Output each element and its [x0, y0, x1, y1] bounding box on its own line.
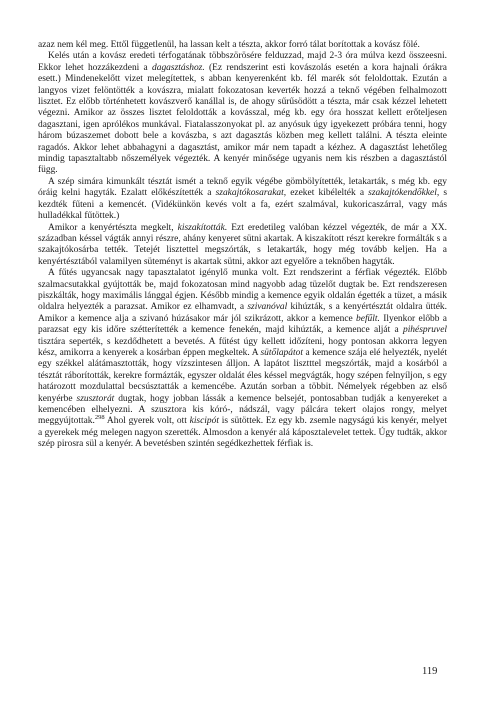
- paragraph: [38, 223, 447, 269]
- text-run: dugtak, hogy jobban lássák a kemence belsejét, pontosabban tudják a kenyereket a kemencében elhelyezni. A szusztora kis kóró-, nádszál, vagy pálcára tekert olajos rongy, melyet meggyújtottak.: [38, 393, 447, 427]
- text-run: Amikor a kenyértészta megkelt,: [48, 222, 178, 233]
- text-run: A szép simára kimunkált tésztát ismét a teknő egyik végébe gömbölyítették, letakarták, s még kb. egy óráig kelni hagyták. Ezalatt előkészítették a: [38, 176, 447, 199]
- text-run: is sütöttek. Ez egy kb. zsemle nagyságú kis kenyér, melyet a gyerekek még melegen nagyon szerették. Almosdon a kenyér alá káposztalevelet tettek. Úgy tudták, akkor szép pirosra sül a kenyér. A bevetésben szintén segédkezhettek férfiak is.: [38, 416, 447, 450]
- text-run: tisztára seperték, s kezdődhetett a bevetés. A fűtést úgy kellett időzíteni, hogy pontosan akkorra legyen kész, amikorra a kenyerek a kosárban éppen megkeltek. A: [38, 336, 447, 358]
- italic-term: befűlt.: [356, 313, 380, 324]
- italic-term: szakajtókosarakat,: [215, 188, 287, 199]
- page-number: 119: [422, 666, 438, 677]
- paragraph: [38, 51, 447, 176]
- text-run: Kelés után a kovász eredeti térfogatának többszörösére felduzzad, majd 2-3 óra múlva kezd összeesni. Ekkor lehet hozzákezdeni a: [38, 51, 447, 73]
- italic-term: dagasztáshoz.: [152, 62, 205, 73]
- paragraph: [38, 177, 447, 223]
- paragraph: [38, 40, 447, 51]
- italic-term: kiszakították.: [177, 222, 228, 233]
- italic-term: szakajtókendőkkel,: [368, 188, 440, 199]
- italic-term: sütőlapátot: [260, 347, 303, 358]
- text-run: s kezdték fűteni a kemencét. (Vidékünkön kevés volt a fa, ezért szalmával, kukoricaszárral, vagy más hulladékkal fűtöttek.): [38, 188, 447, 222]
- footnote-ref: 298: [94, 414, 105, 422]
- text-run: a kemence szája elé helyezték, nyelét egy székkel alátámasztották, hogy vízszintesen álljon. A lapátot lisztttel megszórták, majd a kosárból a tésztát ráborították, kerekre formázták, egyszer oldalát éles késsel megvágták, hogy szépen felnyíljon, s egy határozott mozdulattal becsúsztatták a kemencébe. Azután sorban a többit. Némelyek régebben az első kenyérbe: [38, 347, 447, 404]
- text-run: (Ez rendszerint esti kovászolás esetén a kora hajnali órákra esett.) Mindenekelőtt vizet melegítettek, s abban kenyerenként kb. fél marék sót feloldottak. Ezután a langyos vizet felöntötték a kovászra, mialatt fokozatosan keverték hozzá a teknő végében felhalmozott lisztet. Ez előbb történhetett kovászverő kanállal is, de ahogy sűrűsödött a tészta, már csak kézzel lehetett végezni. Amikor az összes lisztet feloldották a kovásszal, még kb. egy óra hosszat kellett erőteljesen dagasztani, igen aprólékos munkával. Fiatalasszonyokat pl. az anyósuk úgy igyekezett próbára tenni, hogy három búzaszemet dobott bele a kovászba, s azt dagasztás közben meg kellett találni. A tészta eleinte ragadós. Akkor lehet abbahagyni a dagasztást, amikor már nem tapadt a kézhez. A dagasztást lehetőleg mindig tapasztaltabb nőszemélyek végezték. A kenyér minősége ugyanis nem kis részben a dagasztástól függ.: [38, 62, 447, 176]
- italic-term: pihéspruvel: [402, 325, 447, 336]
- text-run: ezeket kibélelték a: [286, 188, 369, 199]
- text-run: azaz nem kél meg. Ettől függetlenül, ha lassan kelt a tészta, akkor forró tálat borítottak a kovász fölé.: [38, 40, 420, 50]
- italic-term: szivanóval: [247, 302, 288, 313]
- text-run: kihúzták, s a kenyértésztát oldalra ütték. Amikor a kemence alja a szivanó húzásakor már jól szikrázott, akkor a kemence: [38, 302, 448, 324]
- text-run: Ilyenkor előbb a parazsat egy kis időre szétterítették a kemence fenekén, majd kihúzták, a kemence alját a: [38, 313, 447, 336]
- italic-term: kiscipót: [189, 416, 219, 427]
- text-run: A fűtés ugyancsak nagy tapasztalatot igénylő munka volt. Ezt rendszerint a férfiak végezték. Előbb szalmacsutakkal gyújtották be, majd fokozatosan mind nagyobb adag tüzelőt dugtak be. Ezt rendszeresen piszkálták, hogy maximális lánggal égjen. Később mindig a kemence egyik oldalán égették a tüzet, a másik oldalra helyezték a parazsat. Amikor ez elhamvadt, a: [38, 268, 447, 313]
- text-run: Ezt eredetileg valóban kézzel végezték, de már a XX. században késsel vágták annyi részre, ahány kenyeret sütni akartak. A kiszakított részt kerekre formálták s a szakajtókosárba tették. Tetejét lisztettel megszórták, s letakarták, hogy még tovább keljen. Ha a kenyértésztából valamilyen süteményt is akartak sütni, akkor azt egyelőre a teknőben hagyták.: [38, 222, 448, 267]
- page-body: [38, 40, 447, 451]
- italic-term: szusztorát: [76, 393, 115, 404]
- text-run: Ahol gyerek volt, ott: [104, 416, 190, 427]
- paragraph: [38, 268, 447, 451]
